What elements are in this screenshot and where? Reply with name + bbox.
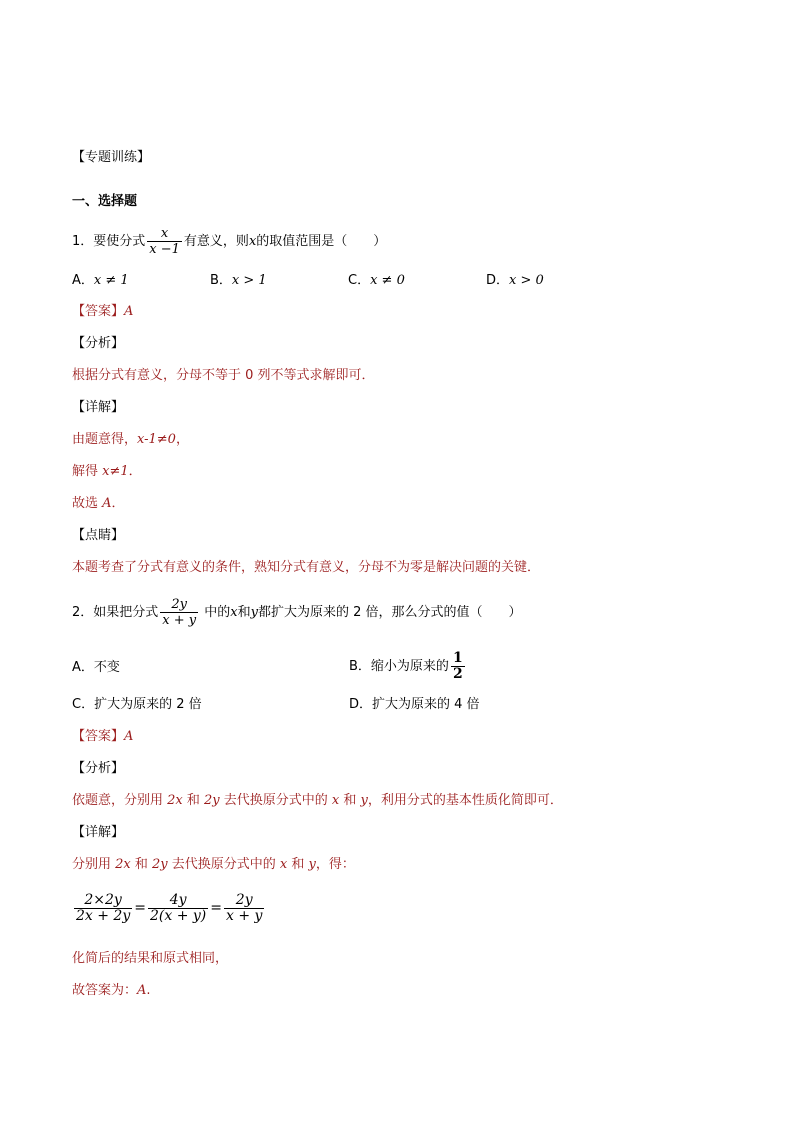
q2-eq-equals-2: = (210, 900, 222, 916)
q1-analysis-label: 【分析】 (72, 336, 125, 351)
q2-option-c-label: C． (72, 697, 95, 712)
q1-detail-3a: 故选 (72, 496, 103, 511)
q1-comment-text: 本题考查了分式有意义的条件，熟知分式有意义，分母不为零是解决问题的关键． (72, 560, 541, 575)
q2-analysis-c: ，利用分式的基本性质化简即可． (367, 793, 563, 808)
q2-after-2b: A (137, 983, 147, 998)
q2-option-a-label: A． (72, 660, 94, 675)
q2-eq-f1-den: 2x + 2y (76, 907, 131, 924)
q2-answer (72, 728, 133, 746)
q1-detail-line-3 (72, 495, 125, 513)
q1-option-c-label: C． (348, 273, 371, 288)
q2-eq-f3-den: x + y (226, 907, 263, 924)
q1-option-a-text: x ≠ 1 (93, 273, 129, 288)
section-title: 一、选择题 (72, 194, 138, 209)
q2-eq-fraction-3 (224, 893, 264, 924)
q2-option-c-text: 扩大为原来的 2 倍 (94, 697, 202, 712)
q1-option-d (486, 272, 544, 290)
q2-frac-den: x + y (162, 613, 197, 628)
q2-analysis-and2: 和 (339, 793, 361, 808)
q1-answer-value: A (124, 304, 134, 319)
q2-detail-b: 去代换原分式中的 (167, 857, 280, 872)
question-1-stem (72, 226, 386, 258)
q2-detail-y: y (308, 857, 316, 872)
q2-var-x: x (230, 605, 238, 620)
q2-option-d-label: D． (349, 697, 373, 712)
q1-option-d-label: D． (486, 273, 510, 288)
q2-after-2a: 故答案为： (72, 983, 138, 998)
q1-detail-2b: x≠1 (102, 464, 129, 479)
q1-analysis-text: 根据分式有意义，分母不等于 0 列不等式求解即可． (72, 368, 375, 383)
q1-comment-label: 【点睛】 (72, 528, 125, 543)
q1-detail-2c: ． (128, 464, 142, 479)
q2-analysis-2x: 2x (167, 793, 183, 808)
q2-option-b-text: 缩小为原来的 (370, 659, 449, 674)
q2-option-a (72, 659, 120, 677)
q2-eq-equals-1: = (134, 900, 146, 916)
q1-detail-2a: 解得 (72, 464, 103, 479)
q2-option-b-label: B． (349, 659, 371, 674)
q2-eq-fraction-1 (74, 893, 132, 924)
q2-detail-x: x (279, 857, 288, 872)
q2-suffix: 都扩大为原来的 2 倍，那么分式的值（ ） (258, 605, 522, 620)
q1-suffix: 的取值范围是（ ） (256, 234, 387, 249)
q2-detail-a: 分别用 (72, 857, 116, 872)
q1-detail-1c: ， (175, 432, 189, 447)
q2-analysis-2y: 2y (204, 793, 220, 808)
q2-eq-f2-den: 2(x + y) (149, 907, 207, 924)
q2-after-line-2 (72, 982, 151, 1000)
q1-option-a (72, 272, 129, 290)
q2-option-d (349, 696, 480, 714)
q1-option-b-text: x > 1 (231, 273, 267, 288)
q2-analysis-text (72, 792, 563, 810)
q2-var-y: y (250, 605, 258, 620)
q1-detail-1b: x-1≠0 (137, 432, 176, 447)
q2-eq-f3-num: 2y (224, 893, 264, 909)
q2-option-b-num: 1 (452, 650, 463, 666)
q2-answer-value: A (124, 729, 134, 744)
q2-analysis-b: 去代换原分式中的 (219, 793, 332, 808)
q1-option-a-label: A． (72, 273, 94, 288)
section-header: 【专题训练】 (72, 150, 151, 165)
q2-analysis-a: 依题意，分别用 (72, 793, 168, 808)
q2-option-b (349, 650, 467, 684)
q2-option-d-text: 扩大为原来的 4 倍 (372, 697, 480, 712)
q1-prefix: 1．要使分式 (72, 234, 146, 249)
q2-analysis-y: y (360, 793, 368, 808)
q1-option-d-text: x > 0 (509, 273, 544, 288)
q2-and: 和 (237, 605, 251, 620)
q1-option-b-label: B． (210, 273, 232, 288)
q1-detail-line-1 (72, 431, 189, 449)
q2-fraction (160, 597, 198, 628)
q2-detail-c: ，得： (315, 857, 355, 872)
q1-frac-num: x (147, 226, 182, 242)
q2-answer-label: 【答案】 (72, 729, 125, 744)
q2-analysis-and: 和 (182, 793, 205, 808)
q2-equation (72, 889, 266, 927)
q2-eq-f2-num: 4y (148, 893, 208, 909)
q1-fraction (147, 226, 182, 257)
q1-mid: 有意义，则 (183, 234, 249, 249)
q1-option-b (210, 272, 267, 290)
q2-prefix: 2．如果把分式 (72, 605, 159, 620)
q1-detail-3c: ． (111, 496, 125, 511)
q1-option-c-text: x ≠ 0 (370, 273, 405, 288)
q2-option-b-fraction (451, 651, 465, 682)
q2-detail-2x: 2x (115, 857, 131, 872)
q1-answer-label: 【答案】 (72, 304, 125, 319)
q2-analysis-label: 【分析】 (72, 761, 125, 776)
question-2-stem (72, 596, 522, 630)
q2-after-2c: . (146, 983, 151, 998)
q1-detail-label: 【详解】 (72, 400, 125, 415)
q2-frac-num: 2y (160, 597, 198, 613)
q1-var: x (248, 234, 257, 249)
q2-detail-and: 和 (130, 857, 153, 872)
q1-option-c (348, 272, 405, 290)
q1-frac-den: x −1 (149, 242, 180, 257)
q2-eq-fraction-2 (148, 893, 208, 924)
q2-option-c (72, 696, 202, 714)
q2-detail-2y: 2y (152, 857, 168, 872)
q2-option-b-den: 2 (452, 666, 463, 682)
q2-eq-f1-num: 2×2y (74, 893, 132, 909)
q1-detail-line-2 (72, 463, 142, 481)
q1-detail-1a: 由题意得， (72, 432, 138, 447)
q2-analysis-x: x (331, 793, 340, 808)
q2-detail-and2: 和 (287, 857, 309, 872)
q2-detail-label: 【详解】 (72, 825, 125, 840)
q2-detail-text (72, 856, 355, 874)
q2-option-a-text: 不变 (93, 660, 120, 675)
q2-mid: 中的 (204, 605, 231, 620)
q1-answer (72, 303, 133, 321)
q1-detail-3b: A (102, 496, 112, 511)
q2-after-line-1: 化简后的结果和原式相同， (72, 951, 229, 966)
